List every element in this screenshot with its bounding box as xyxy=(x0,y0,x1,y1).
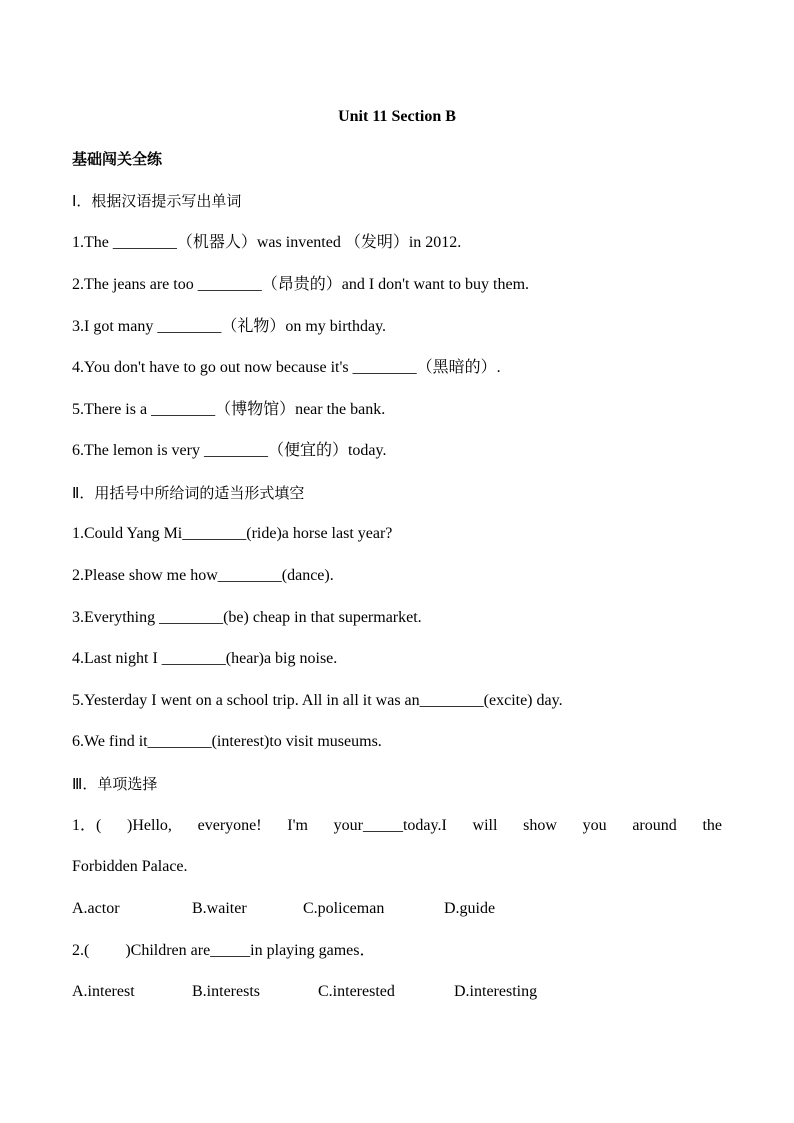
part1-item: 5.There is a ________（博物馆）near the bank. xyxy=(72,401,386,418)
q2-option-c: C.interested xyxy=(318,983,395,1000)
q1-stem xyxy=(72,816,722,836)
q1-options xyxy=(72,899,495,919)
q2-option-a: A.interest xyxy=(72,983,135,1000)
part2-heading: Ⅱ．用括号中所给词的适当形式填空 xyxy=(72,484,305,502)
part2-item: 5.Yesterday I went on a school trip. All in all it was an________(excite) day. xyxy=(72,692,563,709)
q1-word: around xyxy=(632,817,677,834)
q1-word: 1．( xyxy=(72,817,102,834)
q1-word: )Hello, xyxy=(127,817,172,834)
q1-word: you xyxy=(582,817,607,834)
q1-option-d: D.guide xyxy=(444,900,496,917)
part1-item: 4.You don't have to go out now because it's ________（黑暗的）. xyxy=(72,359,501,376)
part1-item: 6.The lemon is very ________（便宜的）today. xyxy=(72,442,387,459)
q1-word: show xyxy=(523,817,557,834)
part2-item: 6.We find it________(interest)to visit museums. xyxy=(72,733,382,750)
q1-word: will xyxy=(472,817,498,834)
q1-option-a: A.actor xyxy=(72,900,120,917)
section-heading: 基础闯关全练 xyxy=(72,150,163,168)
q1-word: the xyxy=(702,817,722,834)
q2-option-b: B.interests xyxy=(192,983,260,1000)
q2-stem: 2.( )Children are_____in playing games． xyxy=(72,942,376,959)
q1-word: I'm xyxy=(287,817,308,834)
q2-options xyxy=(72,982,537,1002)
part3-heading: Ⅲ．单项选择 xyxy=(72,775,158,793)
q1-option-b: B.waiter xyxy=(192,900,247,917)
q1-stem-continued: Forbidden Palace. xyxy=(72,858,188,875)
q2-option-d: D.interesting xyxy=(454,983,538,1000)
part1-item: 1.The ________（机器人）was invented （发明）in 2012. xyxy=(72,234,462,251)
q1-option-c: C.policeman xyxy=(303,900,385,917)
part2-item: 4.Last night I ________(hear)a big noise. xyxy=(72,650,338,667)
part1-item: 3.I got many ________（礼物）on my birthday. xyxy=(72,318,387,335)
q1-word: everyone! xyxy=(197,817,262,834)
part2-item: 1.Could Yang Mi________(ride)a horse last year? xyxy=(72,525,393,542)
part2-item: 3.Everything ________(be) cheap in that supermarket. xyxy=(72,609,422,626)
q1-word: your_____today.I xyxy=(333,817,447,834)
part2-item: 2.Please show me how________(dance). xyxy=(72,567,334,584)
part1-item: 2.The jeans are too ________（昂贵的）and I don't want to buy them. xyxy=(72,276,530,293)
page-title: Unit 11 Section B xyxy=(338,108,456,125)
part1-heading: I．根据汉语提示写出单词 xyxy=(72,192,242,210)
